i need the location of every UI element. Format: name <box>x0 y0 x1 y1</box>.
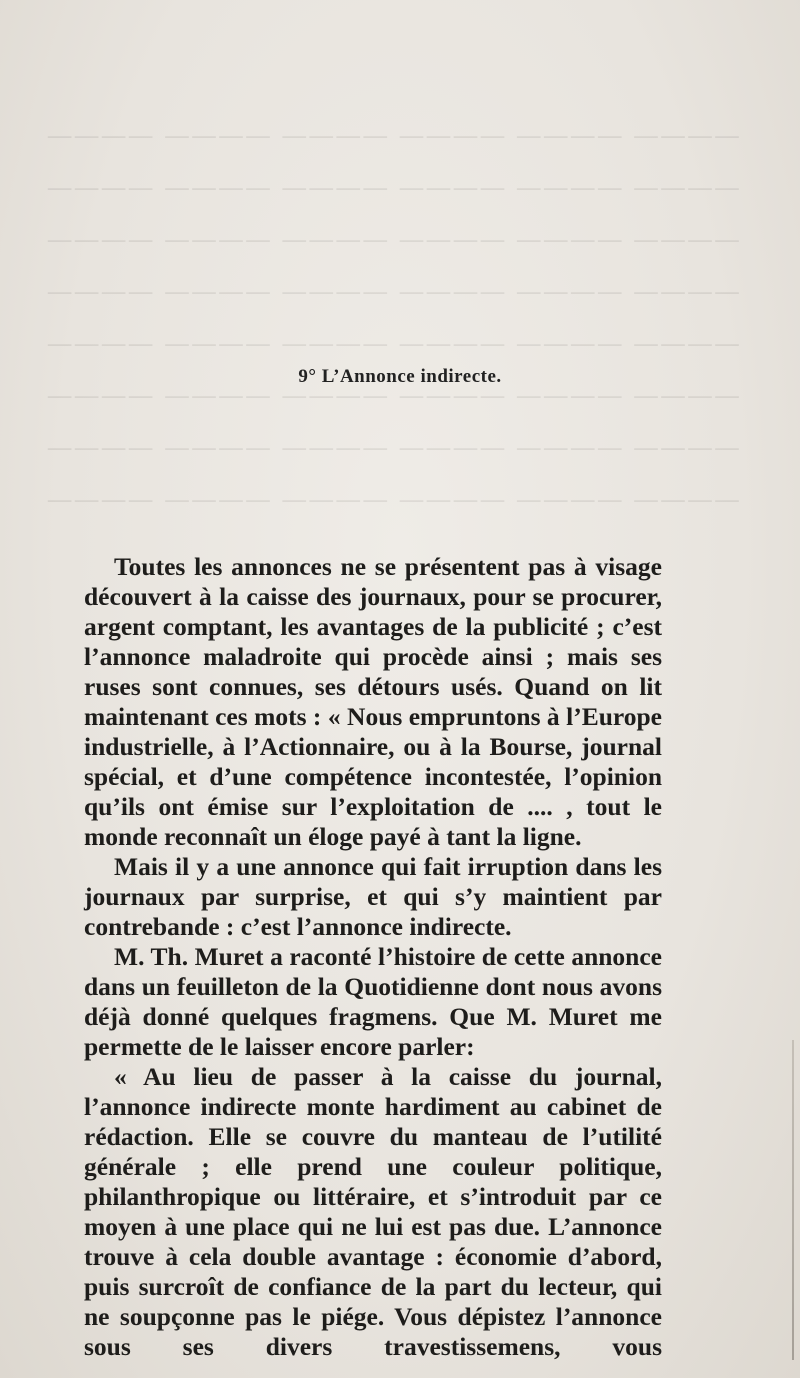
paragraph-3: M. Th. Muret a raconté l’histoire de cette annonce dans un feuilleton de la Quotidienne dont nous avons déjà donné quelques fragmens. Que M. Muret me permette de le laisser encore parler: <box>84 942 662 1061</box>
paragraph-1: Toutes les annonces ne se présentent pas à visage découvert à la caisse des journaux, pour se procurer, argent comptant, les avantages de la publicité ; c’est l’annonce maladroite qui procède ainsi ; mais ses ruses sont connues, ses détours usés. Quand on lit maintenant ces mots : « Nous empruntons à l’Europe industrielle, à l’Actionnaire, ou à la Bourse, journal spécial, et d’une compétence incontestée, l’opinion qu’ils ont émise sur l’exploitation de .... , tout le monde reconnaît un éloge payé à tant la ligne. <box>84 552 662 851</box>
paragraph-2: Mais il y a une annonce qui fait irruption dans les journaux par surprise, et qui s’y maintient par contrebande : c’est l’annonce indirecte. <box>84 852 662 941</box>
body-text <box>84 552 662 1362</box>
paragraph-4: « Au lieu de passer à la caisse du journal, l’annonce indirecte monte hardiment au cabinet de rédaction. Elle se couvre du manteau de l’utilité générale ; elle prend une couleur politique, philanthropique ou littéraire, et s’introduit par ce moyen à une place qui ne lui est pas due. L’annonce trouve à cela double avantage : économie d’abord, puis surcroît de confiance de la part du lecteur, qui ne soupçonne pas le piége. Vous dépistez l’annonce sous ses divers travestissemens, vous <box>84 1062 662 1361</box>
page-edge <box>792 1040 794 1360</box>
bleed-through-text: ———— ———— ———— ———— ———— ———— ———— ———— ———— ———— ———— ———— ———— ———— ———— ———— ———— ———— ———— ———— ———— ———— ———— ———— ———— ———— ———— ———— ———— ———— ———— ———— ———— ———— ———— ———— ———— ———— ———— ———— ———— ———— ———— ———— ———— ———— ———— ———— <box>45 121 740 515</box>
section-title: 9° L’Annonce indirecte. <box>298 366 502 387</box>
